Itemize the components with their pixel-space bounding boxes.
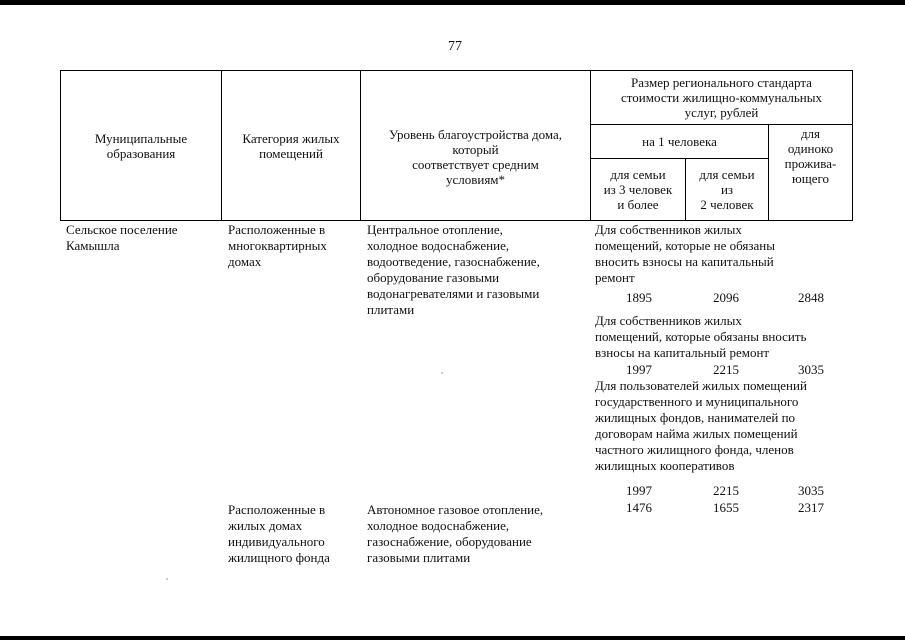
header-category [221, 70, 361, 221]
value-single: 2317 [798, 500, 824, 515]
value-family2: 1655 [713, 500, 739, 515]
header-municipality [60, 70, 222, 221]
scan-speck [166, 578, 168, 580]
header-level-text: Уровень благоустройства дома, который соответствует средним условиям* [388, 126, 563, 187]
header-family2-text: для семьи из 2 человек [699, 167, 755, 212]
header-family3 [590, 158, 686, 221]
value-single: 3035 [798, 483, 824, 498]
value-family2: 2215 [713, 483, 739, 498]
value-single: 3035 [798, 362, 824, 377]
value-family3: 1997 [626, 362, 652, 377]
header-per-person [590, 124, 769, 159]
value-family3: 1895 [626, 290, 652, 305]
header-single [768, 124, 853, 221]
group-label-1: Для собственников жилых помещений, которые не обязаны вносить взносы на капитальный ремонт [595, 222, 775, 285]
header-family2 [685, 158, 769, 221]
value-family3: 1476 [626, 500, 652, 515]
header-single-text: для одиноко прожива- ющего [784, 126, 837, 186]
top-border-bar [0, 0, 905, 5]
scan-speck [441, 372, 443, 374]
header-per-person-text: на 1 человека [642, 134, 717, 149]
level-individual-houses: Автономное газовое отопление, холодное водоснабжение, газоснабжение, оборудование газовыми плитами [367, 502, 544, 565]
header-category-text: Категория жилых помещений [242, 130, 340, 161]
bottom-border-bar [0, 636, 905, 640]
header-size [590, 70, 853, 125]
municipality-name: Сельское поселение Камышла [66, 222, 178, 253]
group-label-3: Для пользователей жилых помещений государственного и муниципального жилищных фондов, нанимателей по договорам найма жилых помещений частного жилищного фонда, членов жилищных кооперативов [595, 378, 807, 473]
value-family2: 2215 [713, 362, 739, 377]
value-family3: 1997 [626, 483, 652, 498]
group-label-2: Для собственников жилых помещений, которые обязаны вносить взносы на капитальный ремонт [595, 313, 807, 360]
category-individual-houses: Расположенные в жилых домах индивидуального жилищного фонда [228, 502, 330, 565]
level-apartment-buildings: Центральное отопление, холодное водоснабжение, водоотведение, газоснабжение, оборудование газовыми водонагревателями и газовыми плитами [367, 222, 540, 317]
header-municipality-text: Муниципальные образования [94, 130, 188, 161]
header-family3-text: для семьи из 3 человек и более [603, 167, 673, 212]
category-apartment-buildings: Расположенные в многоквартирных домах [228, 222, 327, 269]
page-number: 77 [448, 39, 462, 54]
value-single: 2848 [798, 290, 824, 305]
header-size-text: Размер регионального стандарта стоимости жилищно-коммунальных услуг, рублей [621, 75, 822, 120]
header-level [360, 70, 591, 221]
value-family2: 2096 [713, 290, 739, 305]
